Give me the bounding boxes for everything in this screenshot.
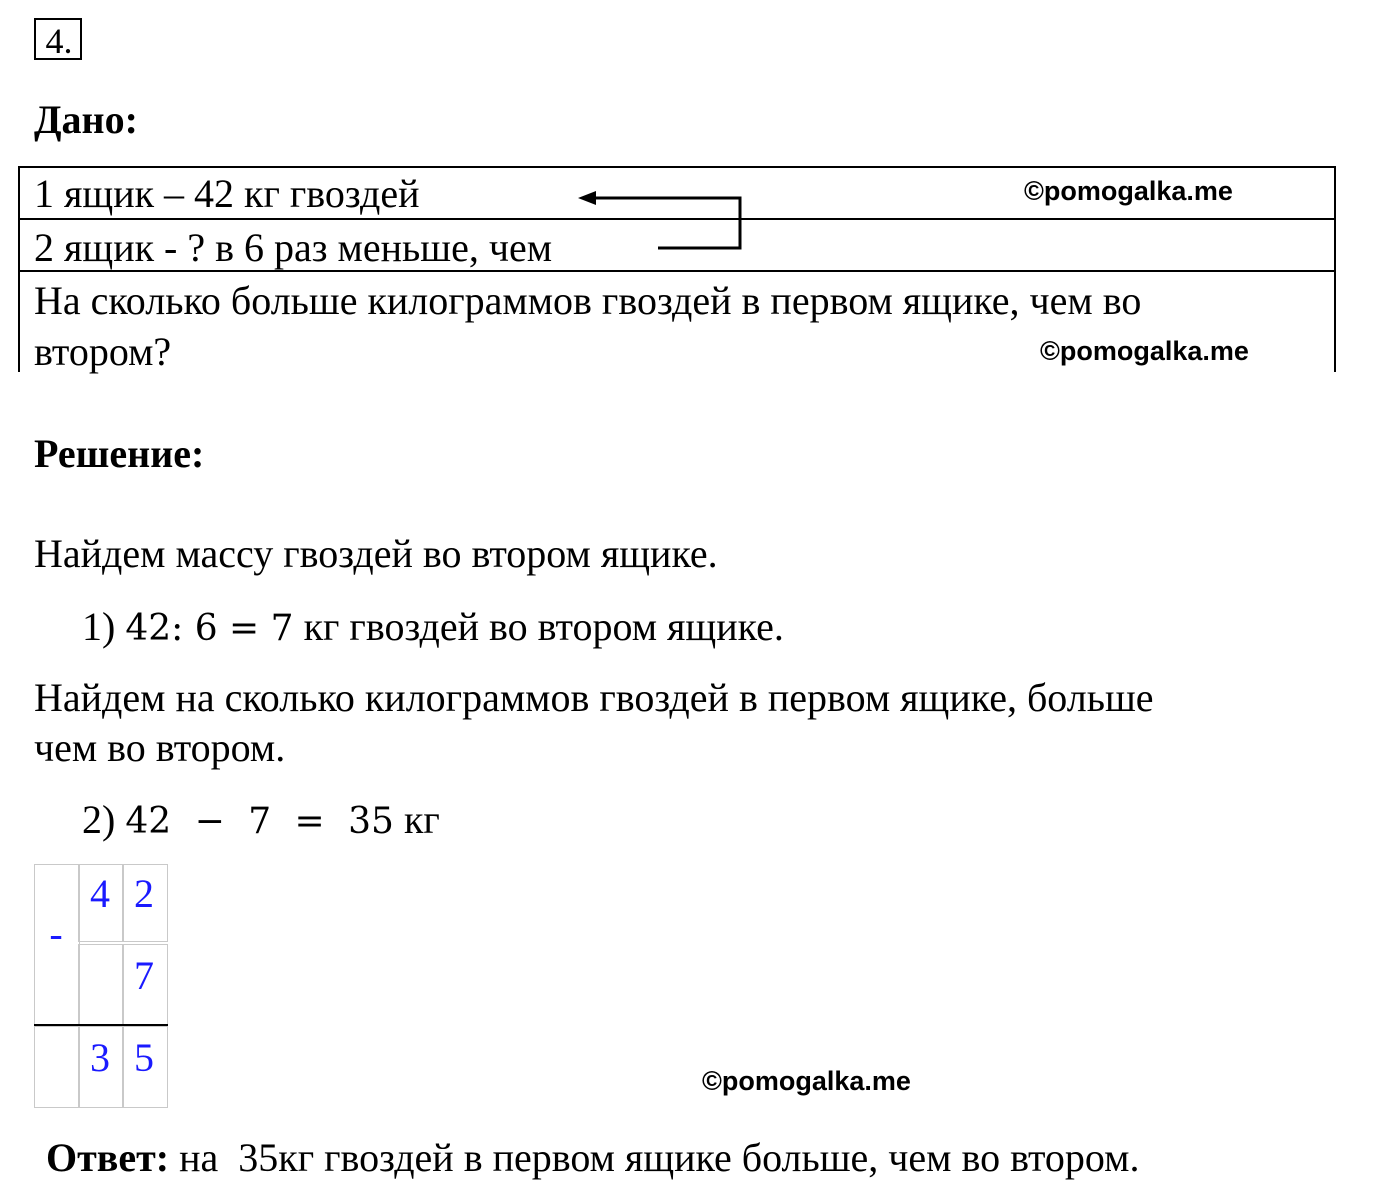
column-operator: - (49, 911, 63, 956)
given-row-1: 1 ящик – 42 кг гвоздей (34, 171, 420, 216)
step2-label: 2) (82, 797, 116, 842)
step1-text: кг гвоздей во втором ящике. (303, 604, 784, 649)
step1-line (82, 603, 784, 650)
solution-heading: Решение: (34, 431, 205, 476)
step2-expression: 42 − 7 = 35 (125, 801, 394, 842)
step1-label: 1) (82, 604, 116, 649)
column-top-digit-1: 4 (90, 871, 110, 916)
column-middle-digit-2: 7 (134, 953, 154, 998)
given-row-2: 2 ящик - ? в 6 раз меньше, чем (34, 225, 553, 270)
column-result-digit-2: 5 (134, 1035, 154, 1080)
step2-unit: кг (403, 797, 440, 842)
watermark-3: ©pomogalka.me (702, 1066, 911, 1096)
given-question-line-1: На сколько больше килограммов гвоздей в первом ящике, чем во (34, 278, 1142, 323)
given-question-line-2: втором? (34, 329, 172, 374)
watermark-2: ©pomogalka.me (1040, 336, 1249, 366)
given-heading: Дано: (34, 97, 138, 142)
step1-expression: 42: 6 = 7 (125, 608, 294, 649)
answer-label: Ответ: (46, 1135, 170, 1180)
column-result-digit-1: 3 (90, 1035, 110, 1080)
step2-intro-line-1: Найдем на сколько килограммов гвоздей в первом ящике, больше (34, 675, 1154, 720)
task-number: 4. (34, 18, 82, 60)
comparison-arrow-icon (570, 184, 750, 256)
step2-intro-line-2: чем во втором. (34, 725, 286, 770)
answer-line (46, 1134, 1139, 1181)
step2-line (82, 796, 440, 843)
column-top-digit-2: 2 (134, 871, 154, 916)
watermark-1: ©pomogalka.me (1024, 176, 1233, 206)
step1-intro: Найдем массу гвоздей во втором ящике. (34, 531, 718, 576)
answer-text: на 35кг гвоздей в первом ящике больше, чем во втором. (179, 1135, 1140, 1180)
